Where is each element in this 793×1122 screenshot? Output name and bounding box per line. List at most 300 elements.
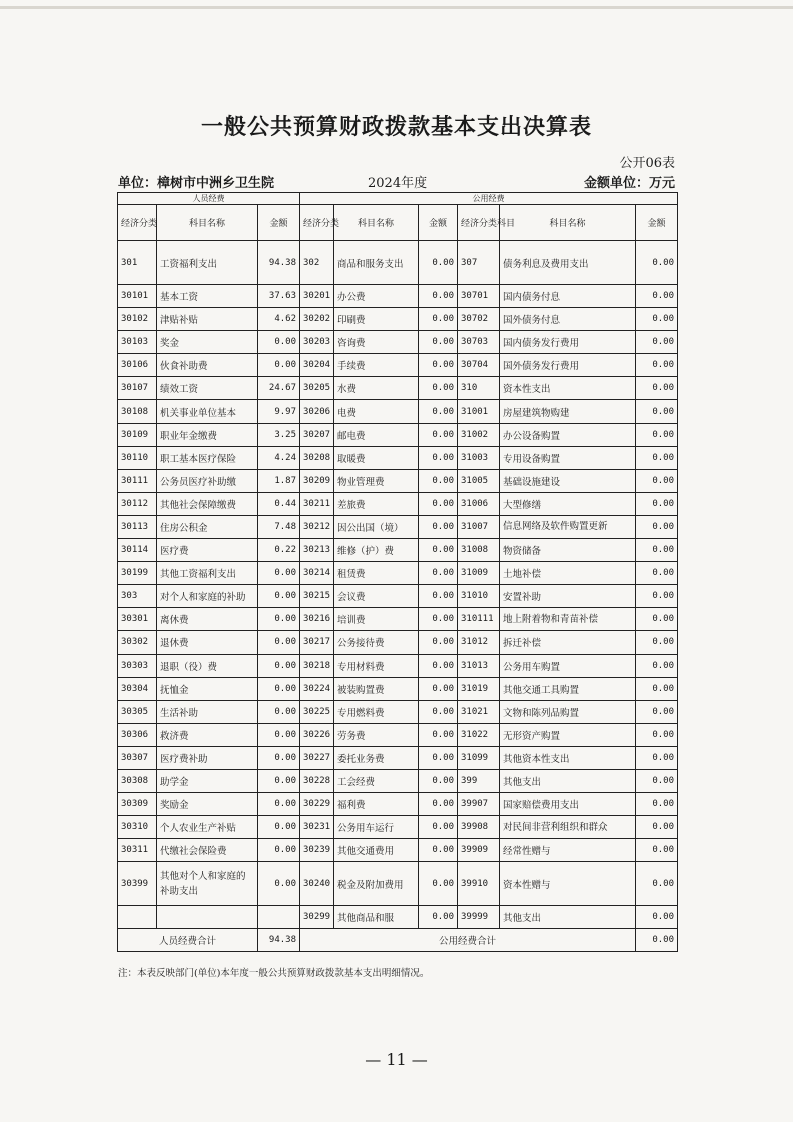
table-row bbox=[118, 631, 678, 654]
code-cell: 307 bbox=[458, 241, 500, 285]
amount-cell: 4.62 bbox=[258, 308, 300, 331]
name-cell: 绩效工资 bbox=[157, 377, 258, 400]
name-cell: 专用燃料费 bbox=[334, 700, 419, 723]
amount-cell: 0.00 bbox=[419, 769, 458, 792]
name-cell: 国外债务付息 bbox=[500, 308, 636, 331]
table-row bbox=[118, 654, 678, 677]
amount-cell: 0.00 bbox=[636, 585, 678, 608]
code-cell: 30113 bbox=[118, 515, 157, 538]
amount-cell: 0.00 bbox=[258, 331, 300, 354]
code-cell: 30211 bbox=[300, 492, 334, 515]
amount-cell: 0.00 bbox=[419, 793, 458, 816]
expenditure-table bbox=[117, 192, 678, 952]
name-cell: 商品和服务支出 bbox=[334, 241, 419, 285]
table-row bbox=[118, 608, 678, 631]
code-cell: 31003 bbox=[458, 446, 500, 469]
code-cell: 30311 bbox=[118, 839, 157, 862]
code-cell: 30302 bbox=[118, 631, 157, 654]
name-cell: 对民间非营利组织和群众 bbox=[500, 816, 636, 839]
name-cell: 工资福利支出 bbox=[157, 241, 258, 285]
code-cell: 31008 bbox=[458, 539, 500, 562]
code-cell: 30199 bbox=[118, 562, 157, 585]
name-cell: 土地补偿 bbox=[500, 562, 636, 585]
amount-cell: 0.00 bbox=[636, 423, 678, 446]
amount-cell: 0.00 bbox=[419, 608, 458, 631]
name-cell: 代缴社会保险费 bbox=[157, 839, 258, 862]
header-amount: 金额 bbox=[636, 205, 678, 241]
code-cell: 31019 bbox=[458, 677, 500, 700]
code-cell: 30307 bbox=[118, 746, 157, 769]
amount-cell: 0.00 bbox=[636, 608, 678, 631]
code-cell: 303 bbox=[118, 585, 157, 608]
table-row bbox=[118, 400, 678, 423]
code-cell: 30701 bbox=[458, 285, 500, 308]
table-row bbox=[118, 241, 678, 285]
personnel-total-value: 94.38 bbox=[258, 929, 300, 952]
amount-cell: 0.00 bbox=[636, 469, 678, 492]
name-cell: 国家赔偿费用支出 bbox=[500, 793, 636, 816]
amount-cell: 0.00 bbox=[258, 769, 300, 792]
code-cell: 30227 bbox=[300, 746, 334, 769]
table-row bbox=[118, 562, 678, 585]
header-code: 经济分类科目 bbox=[458, 205, 500, 241]
amount-cell: 0.00 bbox=[419, 400, 458, 423]
year-label: 2024年度 bbox=[368, 176, 428, 191]
amount-cell: 0.00 bbox=[636, 654, 678, 677]
name-cell: 劳务费 bbox=[334, 723, 419, 746]
code-cell: 30399 bbox=[118, 862, 157, 906]
code-cell: 30304 bbox=[118, 677, 157, 700]
table-row bbox=[118, 793, 678, 816]
header-amount: 金额 bbox=[419, 205, 458, 241]
personnel-total-label: 人员经费合计 bbox=[118, 929, 258, 952]
code-cell: 30205 bbox=[300, 377, 334, 400]
amount-cell: 0.00 bbox=[258, 793, 300, 816]
page-title: 一般公共预算财政拨款基本支出决算表 bbox=[200, 115, 592, 140]
name-cell: 奖励金 bbox=[157, 793, 258, 816]
column-header-row bbox=[118, 205, 678, 241]
scan-edge-line bbox=[0, 6, 793, 9]
code-cell: 30106 bbox=[118, 354, 157, 377]
amount-cell: 0.00 bbox=[258, 585, 300, 608]
header-amount: 金额 bbox=[258, 205, 300, 241]
code-cell: 30209 bbox=[300, 469, 334, 492]
name-cell: 离休费 bbox=[157, 608, 258, 631]
name-cell: 文物和陈列品购置 bbox=[500, 700, 636, 723]
unit-label: 单位：樟树市中洲乡卫生院 bbox=[118, 176, 275, 191]
code-cell: 302 bbox=[300, 241, 334, 285]
code-cell: 31007 bbox=[458, 515, 500, 538]
amount-cell: 0.00 bbox=[419, 700, 458, 723]
code-cell: 30111 bbox=[118, 469, 157, 492]
code-cell: 30305 bbox=[118, 700, 157, 723]
name-cell: 培训费 bbox=[334, 608, 419, 631]
code-cell: 30704 bbox=[458, 354, 500, 377]
name-cell: 专用材料费 bbox=[334, 654, 419, 677]
amount-cell: 0.00 bbox=[419, 723, 458, 746]
code-cell: 30216 bbox=[300, 608, 334, 631]
table-row bbox=[118, 308, 678, 331]
code-cell: 30201 bbox=[300, 285, 334, 308]
amount-cell: 0.00 bbox=[636, 862, 678, 906]
code-cell: 30203 bbox=[300, 331, 334, 354]
table-code: 公开06表 bbox=[619, 156, 675, 171]
table-row bbox=[118, 539, 678, 562]
amount-cell: 0.00 bbox=[258, 816, 300, 839]
name-cell: 其他支出 bbox=[500, 906, 636, 929]
code-cell: 39908 bbox=[458, 816, 500, 839]
name-cell: 大型修缮 bbox=[500, 492, 636, 515]
name-cell: 生活补助 bbox=[157, 700, 258, 723]
name-cell: 被装购置费 bbox=[334, 677, 419, 700]
code-cell: 30310 bbox=[118, 816, 157, 839]
code-cell: 30207 bbox=[300, 423, 334, 446]
amount-cell: 0.00 bbox=[419, 816, 458, 839]
name-cell: 地上附着物和青苗补偿 bbox=[500, 608, 636, 631]
table-row bbox=[118, 585, 678, 608]
amount-cell: 0.00 bbox=[258, 562, 300, 585]
code-cell: 31012 bbox=[458, 631, 500, 654]
amount-cell: 0.00 bbox=[258, 746, 300, 769]
code-cell: 31005 bbox=[458, 469, 500, 492]
amount-cell: 0.00 bbox=[636, 515, 678, 538]
public-total-label: 公用经费合计 bbox=[300, 929, 636, 952]
name-cell: 房屋建筑物购建 bbox=[500, 400, 636, 423]
code-cell: 30102 bbox=[118, 308, 157, 331]
name-cell: 取暖费 bbox=[334, 446, 419, 469]
name-cell: 其他支出 bbox=[500, 769, 636, 792]
amount-cell: 0.00 bbox=[636, 816, 678, 839]
name-cell: 其他工资福利支出 bbox=[157, 562, 258, 585]
amount-cell: 0.00 bbox=[636, 377, 678, 400]
name-cell: 个人农业生产补贴 bbox=[157, 816, 258, 839]
name-cell: 信息网络及软件购置更新 bbox=[500, 515, 636, 538]
code-cell: 30202 bbox=[300, 308, 334, 331]
code-cell: 31010 bbox=[458, 585, 500, 608]
amount-cell: 0.00 bbox=[258, 631, 300, 654]
code-cell: 30309 bbox=[118, 793, 157, 816]
amount-cell: 0.00 bbox=[419, 377, 458, 400]
header-name: 科目名称 bbox=[334, 205, 419, 241]
table-row bbox=[118, 700, 678, 723]
code-cell: 30225 bbox=[300, 700, 334, 723]
name-cell: 基本工资 bbox=[157, 285, 258, 308]
code-cell: 30306 bbox=[118, 723, 157, 746]
name-cell: 物业管理费 bbox=[334, 469, 419, 492]
name-cell: 机关事业单位基本 bbox=[157, 400, 258, 423]
amount-cell: 0.00 bbox=[636, 331, 678, 354]
name-cell: 职工基本医疗保险 bbox=[157, 446, 258, 469]
name-cell: 福利费 bbox=[334, 793, 419, 816]
amount-cell: 0.00 bbox=[419, 446, 458, 469]
amount-cell: 0.00 bbox=[636, 308, 678, 331]
code-cell: 301 bbox=[118, 241, 157, 285]
name-cell: 差旅费 bbox=[334, 492, 419, 515]
code-cell: 31099 bbox=[458, 746, 500, 769]
amount-cell: 0.00 bbox=[419, 677, 458, 700]
amount-cell: 0.00 bbox=[419, 354, 458, 377]
name-cell: 退休费 bbox=[157, 631, 258, 654]
amount-cell: 0.00 bbox=[258, 862, 300, 906]
name-cell: 工会经费 bbox=[334, 769, 419, 792]
name-cell: 其他对个人和家庭的补助支出 bbox=[157, 862, 258, 906]
code-cell: 31022 bbox=[458, 723, 500, 746]
code-cell: 31002 bbox=[458, 423, 500, 446]
amount-cell: 0.00 bbox=[419, 585, 458, 608]
name-cell: 公务接待费 bbox=[334, 631, 419, 654]
table-row bbox=[118, 839, 678, 862]
name-cell: 其他交通工具购置 bbox=[500, 677, 636, 700]
name-cell: 国外债务发行费用 bbox=[500, 354, 636, 377]
code-cell: 30114 bbox=[118, 539, 157, 562]
code-cell: 30101 bbox=[118, 285, 157, 308]
name-cell: 办公费 bbox=[334, 285, 419, 308]
amount-cell: 0.00 bbox=[419, 515, 458, 538]
amount-cell: 7.48 bbox=[258, 515, 300, 538]
name-cell: 无形资产购置 bbox=[500, 723, 636, 746]
table-row bbox=[118, 677, 678, 700]
code-cell: 30103 bbox=[118, 331, 157, 354]
amount-cell: 0.00 bbox=[258, 654, 300, 677]
amount-cell: 0.00 bbox=[636, 400, 678, 423]
table-row bbox=[118, 769, 678, 792]
group-personnel: 人员经费 bbox=[118, 193, 300, 205]
amount-cell: 0.00 bbox=[636, 677, 678, 700]
code-cell: 30308 bbox=[118, 769, 157, 792]
amount-cell: 0.00 bbox=[636, 562, 678, 585]
name-cell: 医疗费 bbox=[157, 539, 258, 562]
amount-cell: 0.00 bbox=[636, 700, 678, 723]
name-cell: 租赁费 bbox=[334, 562, 419, 585]
amount-cell: 0.00 bbox=[419, 492, 458, 515]
amount-cell bbox=[258, 906, 300, 929]
code-cell: 30240 bbox=[300, 862, 334, 906]
amount-cell: 0.00 bbox=[419, 423, 458, 446]
table-row bbox=[118, 469, 678, 492]
group-public: 公用经费 bbox=[300, 193, 678, 205]
amount-cell: 0.00 bbox=[258, 723, 300, 746]
amount-cell: 9.97 bbox=[258, 400, 300, 423]
table-row bbox=[118, 492, 678, 515]
name-cell: 国内债务发行费用 bbox=[500, 331, 636, 354]
code-cell: 30208 bbox=[300, 446, 334, 469]
name-cell: 邮电费 bbox=[334, 423, 419, 446]
name-cell: 其他资本性支出 bbox=[500, 746, 636, 769]
amount-cell: 0.00 bbox=[258, 677, 300, 700]
name-cell: 医疗费补助 bbox=[157, 746, 258, 769]
code-cell: 30218 bbox=[300, 654, 334, 677]
code-cell: 30301 bbox=[118, 608, 157, 631]
name-cell: 对个人和家庭的补助 bbox=[157, 585, 258, 608]
amount-cell: 0.00 bbox=[636, 631, 678, 654]
code-cell: 30215 bbox=[300, 585, 334, 608]
name-cell: 办公设备购置 bbox=[500, 423, 636, 446]
code-cell: 30112 bbox=[118, 492, 157, 515]
amount-cell: 0.00 bbox=[419, 862, 458, 906]
code-cell: 30228 bbox=[300, 769, 334, 792]
code-cell: 31001 bbox=[458, 400, 500, 423]
amount-cell: 0.00 bbox=[258, 608, 300, 631]
header-name: 科目名称 bbox=[500, 205, 636, 241]
name-cell: 助学金 bbox=[157, 769, 258, 792]
amount-cell: 94.38 bbox=[258, 241, 300, 285]
table-row bbox=[118, 746, 678, 769]
name-cell: 印刷费 bbox=[334, 308, 419, 331]
name-cell: 资本性赠与 bbox=[500, 862, 636, 906]
code-cell: 30109 bbox=[118, 423, 157, 446]
amount-cell: 0.00 bbox=[419, 654, 458, 677]
amount-cell: 0.00 bbox=[636, 723, 678, 746]
code-cell: 30204 bbox=[300, 354, 334, 377]
code-cell: 30224 bbox=[300, 677, 334, 700]
amount-cell: 24.67 bbox=[258, 377, 300, 400]
code-cell: 30226 bbox=[300, 723, 334, 746]
name-cell: 税金及附加费用 bbox=[334, 862, 419, 906]
amount-cell: 0.22 bbox=[258, 539, 300, 562]
table-row bbox=[118, 423, 678, 446]
table-row bbox=[118, 446, 678, 469]
name-cell: 公务用车购置 bbox=[500, 654, 636, 677]
amount-cell: 0.00 bbox=[636, 446, 678, 469]
amount-cell: 3.25 bbox=[258, 423, 300, 446]
name-cell: 会议费 bbox=[334, 585, 419, 608]
group-header-row bbox=[118, 193, 678, 205]
name-cell: 其他社会保障缴费 bbox=[157, 492, 258, 515]
amount-cell: 0.00 bbox=[419, 285, 458, 308]
header-code: 经济分类 bbox=[118, 205, 157, 241]
name-cell: 资本性支出 bbox=[500, 377, 636, 400]
name-cell bbox=[157, 906, 258, 929]
name-cell: 职业年金缴费 bbox=[157, 423, 258, 446]
table-row bbox=[118, 285, 678, 308]
public-total-value: 0.00 bbox=[636, 929, 678, 952]
code-cell: 30299 bbox=[300, 906, 334, 929]
code-cell: 31006 bbox=[458, 492, 500, 515]
name-cell: 其他商品和服 bbox=[334, 906, 419, 929]
name-cell: 电费 bbox=[334, 400, 419, 423]
amount-cell: 0.00 bbox=[258, 700, 300, 723]
code-cell: 30303 bbox=[118, 654, 157, 677]
header-name: 科目名称 bbox=[157, 205, 258, 241]
code-cell: 31021 bbox=[458, 700, 500, 723]
code-cell: 31013 bbox=[458, 654, 500, 677]
amount-cell: 0.00 bbox=[419, 331, 458, 354]
header-code: 经济分类 bbox=[300, 205, 334, 241]
code-cell: 30703 bbox=[458, 331, 500, 354]
name-cell: 津贴补贴 bbox=[157, 308, 258, 331]
name-cell: 拆迁补偿 bbox=[500, 631, 636, 654]
amount-cell: 0.00 bbox=[419, 906, 458, 929]
amount-cell: 0.00 bbox=[419, 746, 458, 769]
table-row bbox=[118, 816, 678, 839]
name-cell: 基础设施建设 bbox=[500, 469, 636, 492]
name-cell: 抚恤金 bbox=[157, 677, 258, 700]
amount-cell: 0.00 bbox=[258, 839, 300, 862]
amount-cell: 0.00 bbox=[636, 746, 678, 769]
amount-cell: 0.00 bbox=[419, 839, 458, 862]
amount-cell: 0.44 bbox=[258, 492, 300, 515]
amount-cell: 0.00 bbox=[419, 469, 458, 492]
amount-cell: 0.00 bbox=[636, 769, 678, 792]
footnote: 注：本表反映部门(单位)本年度一般公共预算财政拨款基本支出明细情况。 bbox=[118, 968, 430, 979]
name-cell: 物资储备 bbox=[500, 539, 636, 562]
amount-cell: 0.00 bbox=[419, 539, 458, 562]
code-cell: 30217 bbox=[300, 631, 334, 654]
name-cell: 安置补助 bbox=[500, 585, 636, 608]
name-cell: 奖金 bbox=[157, 331, 258, 354]
code-cell: 310111 bbox=[458, 608, 500, 631]
amount-cell: 0.00 bbox=[419, 631, 458, 654]
amount-cell: 0.00 bbox=[636, 285, 678, 308]
amount-cell: 0.00 bbox=[636, 906, 678, 929]
table-meta bbox=[118, 172, 675, 190]
name-cell: 其他交通费用 bbox=[334, 839, 419, 862]
name-cell: 委托业务费 bbox=[334, 746, 419, 769]
code-cell bbox=[118, 906, 157, 929]
table-row bbox=[118, 377, 678, 400]
name-cell: 水费 bbox=[334, 377, 419, 400]
name-cell: 因公出国（境） bbox=[334, 515, 419, 538]
code-cell: 39909 bbox=[458, 839, 500, 862]
name-cell: 公务员医疗补助缴 bbox=[157, 469, 258, 492]
code-cell: 30214 bbox=[300, 562, 334, 585]
amount-cell: 0.00 bbox=[636, 839, 678, 862]
code-cell: 30108 bbox=[118, 400, 157, 423]
amount-cell: 0.00 bbox=[636, 354, 678, 377]
table-row bbox=[118, 515, 678, 538]
name-cell: 经常性赠与 bbox=[500, 839, 636, 862]
amount-cell: 37.63 bbox=[258, 285, 300, 308]
table-row bbox=[118, 331, 678, 354]
amount-cell: 0.00 bbox=[636, 492, 678, 515]
amount-cell: 4.24 bbox=[258, 446, 300, 469]
table-row bbox=[118, 723, 678, 746]
amount-cell: 0.00 bbox=[636, 793, 678, 816]
name-cell: 救济费 bbox=[157, 723, 258, 746]
amount-cell: 0.00 bbox=[419, 241, 458, 285]
code-cell: 39999 bbox=[458, 906, 500, 929]
totals-row bbox=[118, 929, 678, 952]
code-cell: 30231 bbox=[300, 816, 334, 839]
code-cell: 399 bbox=[458, 769, 500, 792]
code-cell: 30206 bbox=[300, 400, 334, 423]
amount-cell: 0.00 bbox=[419, 562, 458, 585]
code-cell: 31009 bbox=[458, 562, 500, 585]
name-cell: 专用设备购置 bbox=[500, 446, 636, 469]
name-cell: 住房公积金 bbox=[157, 515, 258, 538]
amount-cell: 0.00 bbox=[419, 308, 458, 331]
code-cell: 30213 bbox=[300, 539, 334, 562]
code-cell: 30107 bbox=[118, 377, 157, 400]
amount-cell: 1.87 bbox=[258, 469, 300, 492]
code-cell: 30110 bbox=[118, 446, 157, 469]
amount-cell: 0.00 bbox=[258, 354, 300, 377]
amount-unit-label: 金额单位：万元 bbox=[583, 176, 675, 191]
name-cell: 伙食补助费 bbox=[157, 354, 258, 377]
name-cell: 债务利息及费用支出 bbox=[500, 241, 636, 285]
code-cell: 30702 bbox=[458, 308, 500, 331]
page-number: — 11 — bbox=[365, 1050, 428, 1069]
code-cell: 310 bbox=[458, 377, 500, 400]
code-cell: 30229 bbox=[300, 793, 334, 816]
table-row bbox=[118, 906, 678, 929]
code-cell: 30239 bbox=[300, 839, 334, 862]
amount-cell: 0.00 bbox=[636, 539, 678, 562]
amount-cell: 0.00 bbox=[636, 241, 678, 285]
name-cell: 咨询费 bbox=[334, 331, 419, 354]
name-cell: 退职（役）费 bbox=[157, 654, 258, 677]
table-row bbox=[118, 862, 678, 906]
